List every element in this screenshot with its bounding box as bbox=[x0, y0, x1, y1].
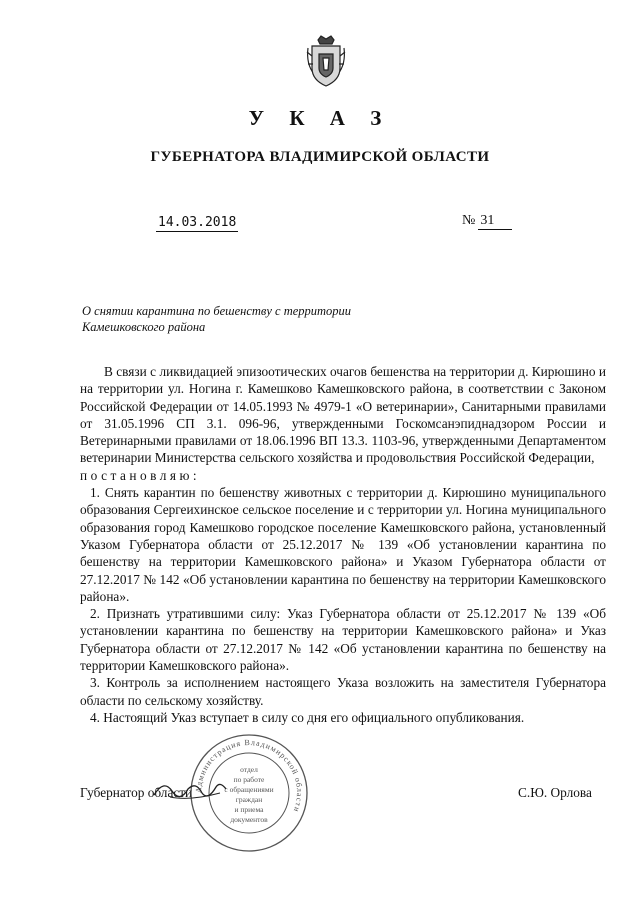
stamp-line: отдел bbox=[240, 765, 258, 774]
number-value: 31 bbox=[478, 213, 512, 230]
preamble-paragraph: В связи с ликвидацией эпизоотических очагов бешенства на территории д. Кирюшино и на территории ул. Ногина г. Камешково Камешковского района, в соответствии с Законом Российской Федерации от 14.05.1993 № 4979-1 «О ветеринарии», Санитарными правилами от 31.05.1996 СП 3.1. 096-96, утвержденными Госкомсанэпиднадзором России и Ветеринарными правилами от 18.06.1996 ВП 13.3. 1103-96, утвержденными Департаментом ветеринарии Министерства сельского хозяйства и продовольствия Российской Федерации, bbox=[80, 364, 606, 466]
decree-word: постановляю: bbox=[80, 467, 201, 483]
decree-item: 1. Снять карантин по бешенству животных с территории д. Кирюшино муниципального образования Сергеихинское сельское поселение и с территории ул. Ногина муниципального образования город Камешково городское поселение Камешковского района, установленный Указом Губернатора области от 25.12.2017 № 139 «Об установлении карантина по бешенству на территории Камешковского района» и Указом Губернатора области от 27.12.2017 № 142 «Об установлении карантина по бешенству на территории Камешковского района». bbox=[80, 485, 606, 604]
document-subject bbox=[82, 303, 402, 335]
subject-line: Камешковского района bbox=[82, 320, 206, 334]
document-number bbox=[462, 213, 512, 230]
signatory-role: Губернатор области bbox=[80, 785, 193, 800]
stamp-line: документов bbox=[230, 815, 268, 824]
document-date: 14.03.2018 bbox=[158, 215, 237, 230]
document-issuer: ГУБЕРНАТОРА ВЛАДИМИРСКОЙ ОБЛАСТИ bbox=[150, 149, 490, 165]
signatory-name: С.Ю. Орлова bbox=[518, 785, 592, 800]
decree-item: 2. Признать утратившими силу: Указ Губернатора области от 25.12.2017 № 139 «Об установлении карантина по бешенству на территории Камешковского района» и Указ Губернатора области от 27.12.2017 № 142 «Об установлении карантина по бешенству на территории Камешковского района». bbox=[80, 606, 606, 674]
number-sign: № bbox=[462, 213, 476, 228]
coat-of-arms-icon bbox=[304, 34, 348, 90]
stamp-line: с обращениями bbox=[224, 785, 274, 794]
stamp-line: граждан bbox=[235, 795, 263, 804]
handwritten-signature bbox=[150, 775, 230, 805]
document-body bbox=[80, 363, 606, 726]
subject-line: О снятии карантина по бешенству с территории bbox=[82, 304, 352, 318]
stamp-line: и приема bbox=[234, 805, 264, 814]
document-title: У К А З bbox=[248, 106, 392, 130]
stamp-ring-text: Администрация Владимирской области bbox=[193, 737, 305, 814]
decree-item: 4. Настоящий Указ вступает в силу со дня его официального опубликования. bbox=[90, 709, 525, 725]
stamp-line: по работе bbox=[233, 775, 265, 784]
decree-item: 3. Контроль за исполнением настоящего Указа возложить на заместителя Губернатора области по сельскому хозяйству. bbox=[80, 675, 606, 708]
